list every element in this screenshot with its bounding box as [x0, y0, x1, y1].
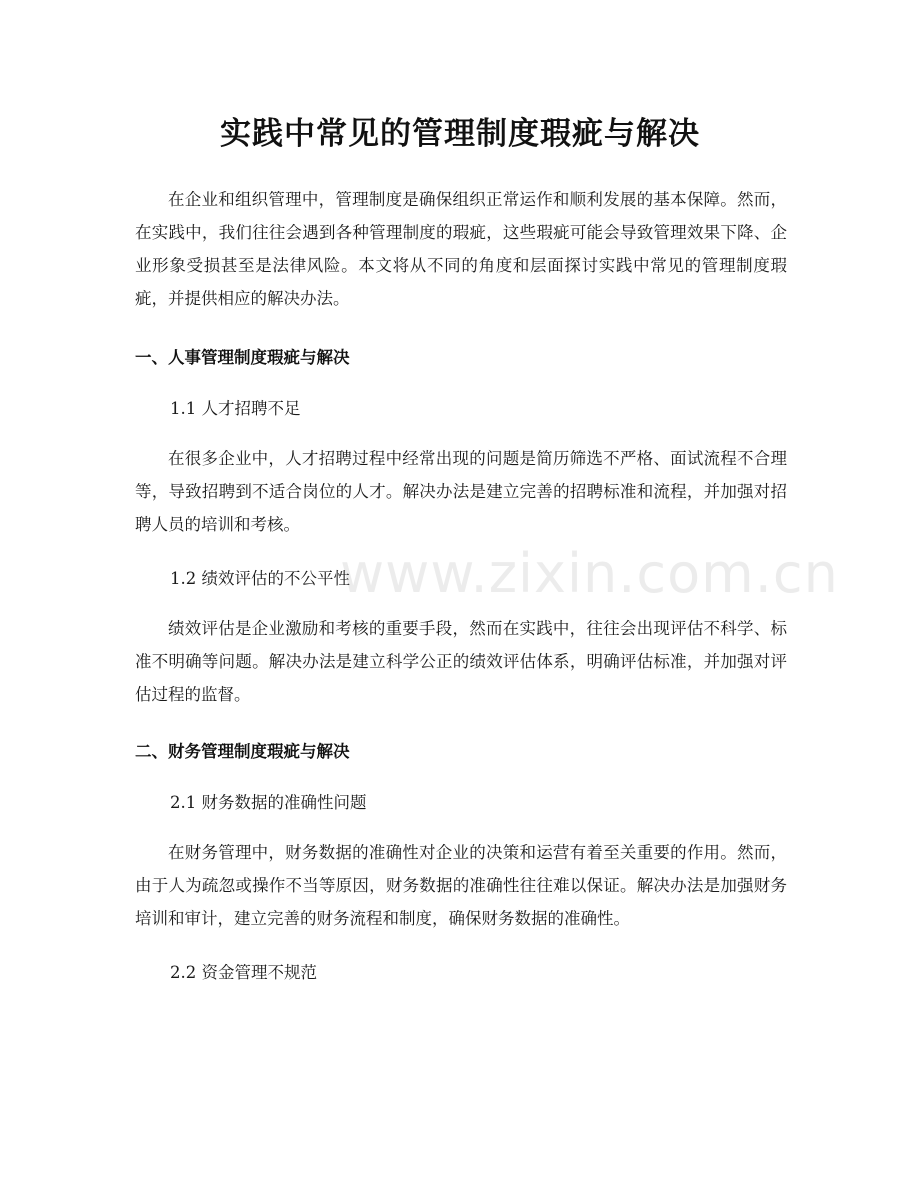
- section-heading-hr: 一、人事管理制度瑕疵与解决: [135, 348, 350, 367]
- watermark-text: www.zixin.com.cn: [340, 542, 839, 605]
- subsection-body-performance: 绩效评估是企业激励和考核的重要手段，然而在实践中，往往会出现评估不科学、标准不明确等问题。解决办法是建立科学公正的绩效评估体系，明确评估标准，并加强对评估过程的监督。: [135, 619, 787, 704]
- subsection-body-accuracy: 在财务管理中，财务数据的准确性对企业的决策和运营有着至关重要的作用。然而，由于人为疏忽或操作不当等原因，财务数据的准确性往往难以保证。解决办法是加强财务培训和审计，建立完善的财务流程和制度，确保财务数据的准确性。: [135, 843, 787, 928]
- document-title: 实践中常见的管理制度瑕疵与解决: [220, 116, 700, 152]
- subsection-title-performance: 1.2 绩效评估的不公平性: [170, 569, 350, 588]
- section-heading-finance: 二、财务管理制度瑕疵与解决: [135, 742, 350, 761]
- subsection-title-accuracy: 2.1 财务数据的准确性问题: [170, 793, 367, 812]
- subsection-title-recruitment: 1.1 人才招聘不足: [170, 399, 301, 418]
- subsection-title-funds: 2.2 资金管理不规范: [170, 963, 317, 982]
- intro-paragraph: 在企业和组织管理中，管理制度是确保组织正常运作和顺利发展的基本保障。然而，在实践中，我们往往会遇到各种管理制度的瑕疵，这些瑕疵可能会导致管理效果下降、企业形象受损甚至是法律风险。本文将从不同的角度和层面探讨实践中常见的管理制度瑕疵，并提供相应的解决办法。: [135, 190, 787, 308]
- subsection-body-recruitment: 在很多企业中，人才招聘过程中经常出现的问题是简历筛选不严格、面试流程不合理等，导致招聘到不适合岗位的人才。解决办法是建立完善的招聘标准和流程，并加强对招聘人员的培训和考核。: [135, 449, 787, 534]
